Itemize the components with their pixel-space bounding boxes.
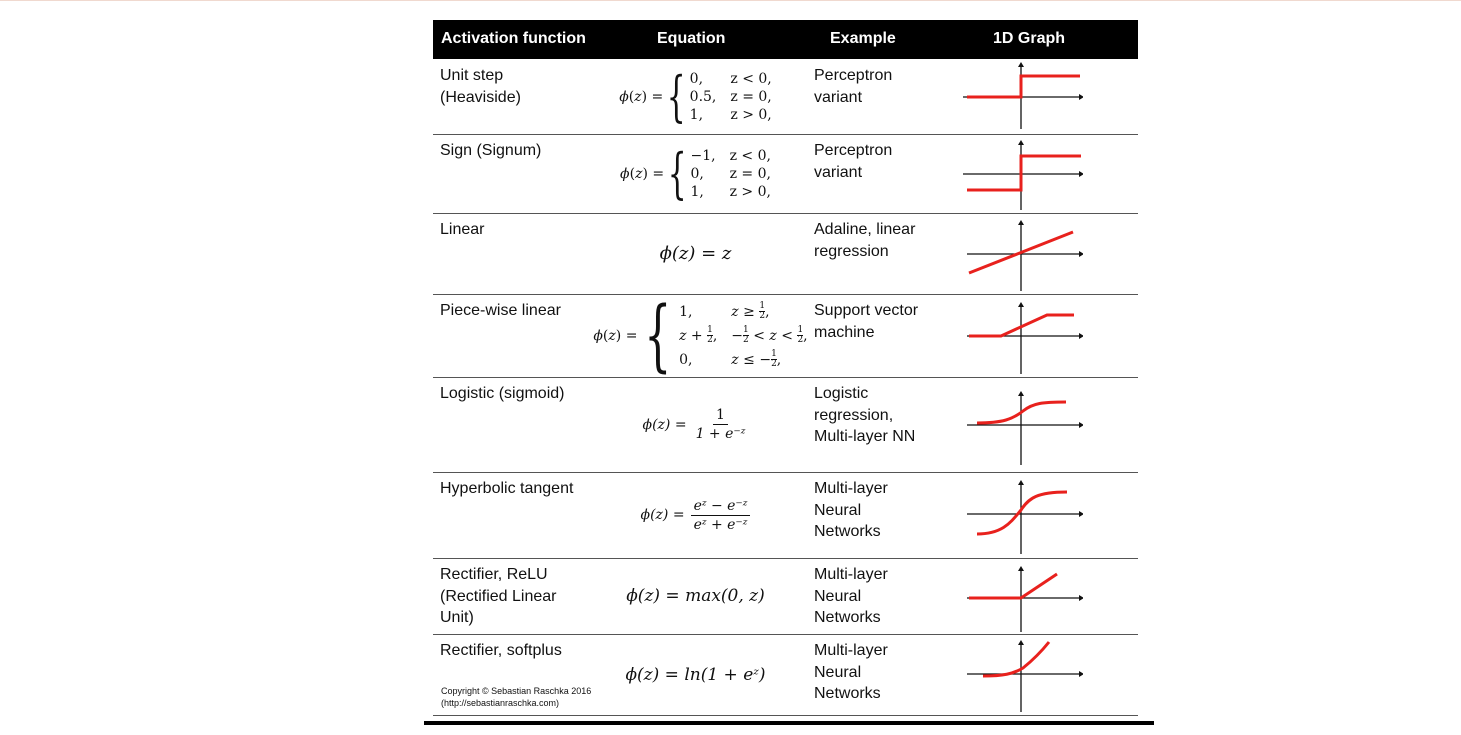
example-text: Adaline, linear regression — [814, 221, 916, 260]
function-name: Rectifier, softplus — [440, 642, 562, 659]
equation: ϕ(z) = ln(1 + eᶻ) — [625, 664, 766, 685]
sigmoid-graph-icon — [963, 377, 1083, 472]
equation: ϕ(z) = max(0, z) — [626, 586, 765, 606]
equation: ϕ(z) = { 0, z < 0, 0.5, z = 0, 1, z > 0, — [619, 64, 772, 128]
softplus-graph-icon — [963, 634, 1083, 715]
function-name: Rectifier, ReLU (Rectified Linear Unit) — [440, 566, 557, 626]
table-row — [433, 558, 1138, 635]
tanh-graph-icon — [963, 472, 1083, 558]
sign-graph-icon — [963, 134, 1083, 213]
function-name: Sign (Signum) — [440, 142, 542, 159]
copyright-notice: Copyright © Sebastian Raschka 2016 (http://sebastianraschka.com) — [441, 686, 592, 708]
function-name: Hyperbolic tangent — [440, 480, 574, 497]
piecewise-graph-icon — [963, 294, 1083, 377]
equation: ϕ(z) = { 1, z ≥ $\frac{1}{2}$ , z + $\frac{1}{2}$ , − $\frac{1}{2}$ < z < $\frac{1}{2}$ , 0, z ≤ − $\frac{1}{2}$ , — [593, 290, 808, 381]
table-row — [433, 377, 1138, 473]
equation: ϕ(z) = $\frac{1}{\text{1 + e⁻ᶻ}}$ — [642, 407, 746, 442]
bottom-rule — [424, 721, 1154, 725]
header-activation-function: Activation function — [441, 30, 586, 47]
example-text: Perceptron variant — [814, 67, 893, 106]
table-row — [433, 59, 1138, 135]
top-divider — [0, 0, 1461, 1]
function-name: Unit step (Heaviside) — [440, 67, 521, 106]
step-graph-icon — [963, 59, 1083, 134]
header-1d-graph: 1D Graph — [993, 30, 1066, 47]
table-row — [433, 472, 1138, 559]
example-text: Multi-layer Neural Networks — [814, 480, 888, 540]
example-text: Perceptron variant — [814, 142, 893, 181]
example-text: Logistic regression, Multi-layer NN — [814, 385, 916, 445]
linear-graph-icon — [963, 213, 1083, 294]
equation: ϕ(z) = z — [659, 243, 732, 264]
function-name: Piece-wise linear — [440, 302, 561, 319]
example-text: Support vector machine — [814, 302, 919, 341]
relu-graph-icon — [963, 558, 1083, 634]
header-example: Example — [830, 30, 896, 47]
equation: ϕ(z) = $\frac{\text{eᶻ − e⁻ᶻ}}{\text{eᶻ + e⁻ᶻ}}$ — [583, 472, 808, 558]
table-header — [433, 20, 1138, 59]
example-text: Multi-layer Neural Networks — [814, 642, 888, 702]
header-equation: Equation — [657, 30, 726, 47]
equation: ϕ(z) = { −1, z < 0, 0, z = 0, 1, z > 0, — [620, 141, 771, 205]
table-row — [433, 134, 1138, 214]
function-name: Linear — [440, 221, 485, 238]
function-name: Logistic (sigmoid) — [440, 385, 565, 402]
table-row — [433, 213, 1138, 295]
example-text: Multi-layer Neural Networks — [814, 566, 888, 626]
table-row — [433, 290, 1138, 381]
